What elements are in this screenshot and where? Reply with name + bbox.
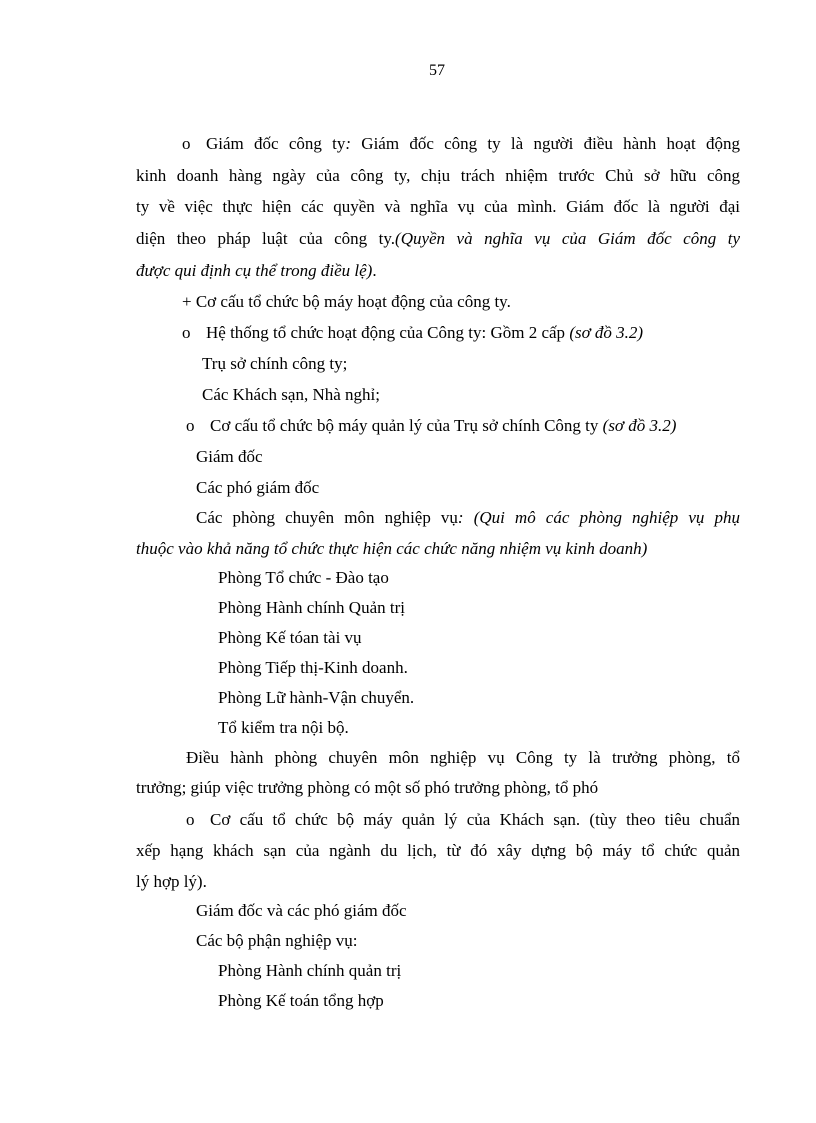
- p7-line-3: lý hợp lý).: [136, 872, 207, 891]
- p7-item-1: Giám đốc và các phó giám đốc: [196, 901, 407, 920]
- p4-line: [186, 416, 676, 436]
- p3-text: Hệ thống tổ chức hoạt động của Công ty: Gồm 2 cấp: [206, 323, 566, 342]
- p1-line-4: [136, 229, 740, 249]
- department-item-1: Phòng Tổ chức - Đào tạo: [218, 568, 389, 587]
- p4-item-1: Giám đốc: [196, 447, 263, 466]
- p7-line-1: [186, 810, 740, 830]
- p4-item-2: Các phó giám đốc: [196, 478, 320, 497]
- p1-line-1: [182, 134, 740, 154]
- p3-item-2: Các Khách sạn, Nhà nghỉ;: [202, 385, 380, 404]
- p1-line-4-plain: diện theo pháp luật của công ty.: [136, 229, 396, 248]
- p4-italic: (sơ đồ 3.2): [602, 416, 677, 435]
- p3-item-1: Trụ sở chính công ty;: [202, 354, 348, 373]
- p1-line-1-rest: Giám đốc công ty là người điều hành hoạt động: [361, 134, 740, 153]
- p2-structure-heading: + Cơ cấu tổ chức bộ máy hoạt động của công ty.: [182, 292, 511, 311]
- department-item-4: Phòng Tiếp thị-Kinh doanh.: [218, 658, 408, 677]
- p1-line-5: [136, 261, 377, 281]
- term-colon: :: [345, 134, 352, 153]
- bullet-marker: o: [182, 134, 191, 153]
- p1-line-4-italic: (Quyền và nghĩa vụ của Giám đốc công ty: [395, 229, 740, 248]
- term-giam-doc: Giám đốc công ty: [206, 134, 346, 153]
- p5-italic-1: (Qui mô các phòng nghiệp vụ phụ: [473, 508, 741, 527]
- p5-colon: :: [457, 508, 464, 527]
- p3-line: [182, 323, 643, 343]
- p7-item-2: Các bộ phận nghiệp vụ:: [196, 931, 358, 950]
- p6-line-1: Điều hành phòng chuyên môn nghiệp vụ Công ty là trưởng phòng, tổ: [186, 748, 740, 767]
- p5-italic-2: thuộc vào khả năng tổ chức thực hiện các chức năng nhiệm vụ kinh doanh): [136, 539, 648, 558]
- bullet-marker: o: [182, 323, 191, 342]
- p5-line-1: [196, 508, 740, 528]
- bullet-marker: o: [186, 416, 195, 435]
- p5-text: Các phòng chuyên môn nghiệp vụ: [196, 508, 458, 527]
- p7-line-2: xếp hạng khách sạn của ngành du lịch, từ đó xây dựng bộ máy tổ chức quản: [136, 841, 740, 860]
- p1-line-2: kinh doanh hàng ngày của công ty, chịu trách nhiệm trước Chủ sở hữu công: [136, 166, 740, 185]
- department-item-2: Phòng Hành chính Quản trị: [218, 598, 405, 617]
- p4-text: Cơ cấu tổ chức bộ máy quản lý của Trụ sở chính Công ty: [210, 416, 599, 435]
- department-item-6: Tổ kiểm tra nội bộ.: [218, 718, 349, 737]
- p1-line-5-end: .: [372, 261, 377, 280]
- hotel-department-item-2: Phòng Kế toán tổng hợp: [218, 991, 384, 1010]
- page-number: 57: [429, 62, 445, 79]
- p3-italic: (sơ đồ 3.2): [569, 323, 644, 342]
- department-item-3: Phòng Kế tóan tài vụ: [218, 628, 362, 647]
- bullet-marker: o: [186, 810, 195, 829]
- p7-line-1-text: Cơ cấu tổ chức bộ máy quản lý của Khách sạn. (tùy theo tiêu chuẩn: [210, 810, 740, 829]
- p6-line-2: trưởng; giúp việc trưởng phòng có một số phó trưởng phòng, tổ phó: [136, 778, 599, 797]
- department-item-5: Phòng Lữ hành-Vận chuyển.: [218, 688, 415, 707]
- p5-line-2: [136, 539, 647, 559]
- p1-line-5-italic: được qui định cụ thể trong điều lệ): [136, 261, 373, 280]
- p1-line-3: ty về việc thực hiện các quyền và nghĩa vụ của mình. Giám đốc là người đại: [136, 197, 740, 216]
- hotel-department-item-1: Phòng Hành chính quản trị: [218, 961, 402, 980]
